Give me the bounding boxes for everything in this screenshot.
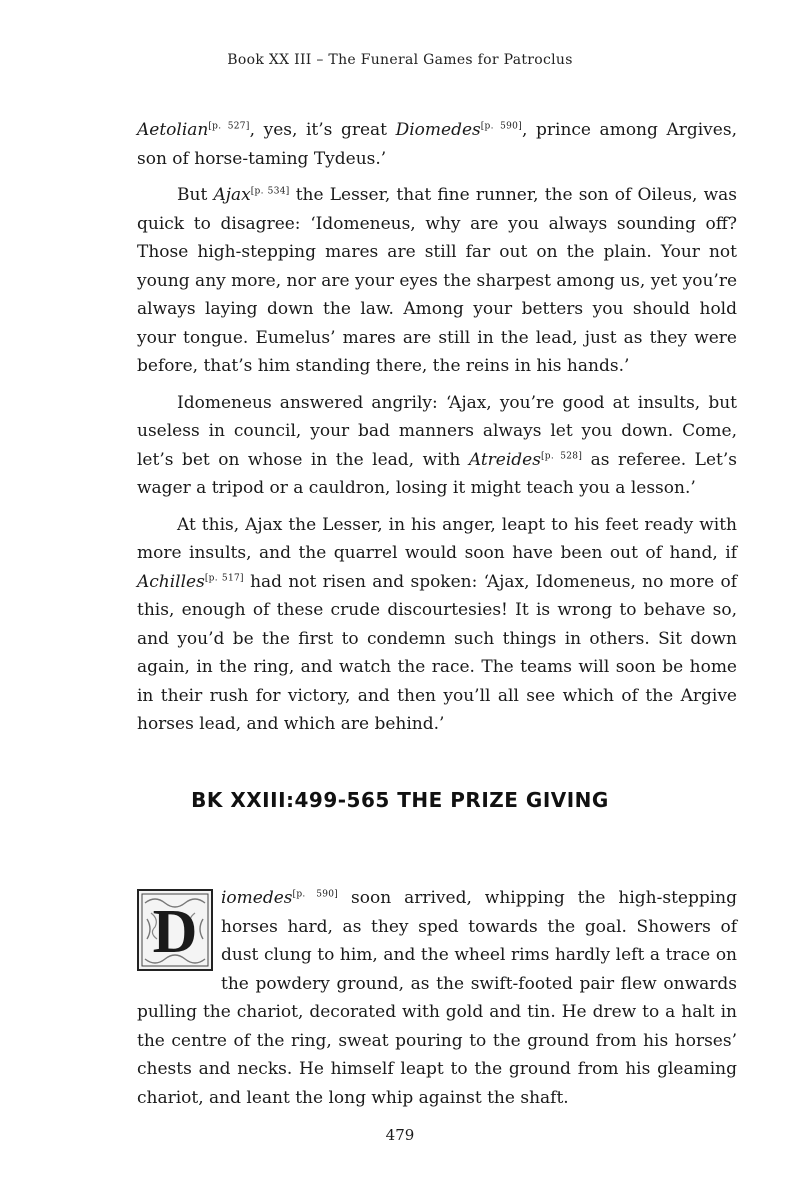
page-ref-link[interactable]: [p. 590] (480, 121, 523, 132)
paragraph-text: had not risen and spoken: ‘Ajax, Idomeneus, no more of this, enough of these crude discourtesies! It is wrong to behave so, and you’d be the first to condemn such things in others. Sit down again, in the ring, and watch the race. The teams will soon be home in their rush for victory, and then you’ll all see which of the Argive horses lead, and which are behind.’ (137, 571, 737, 734)
name-aetolian: Aetolian (137, 120, 209, 140)
drop-cap-letter: D (152, 898, 198, 966)
page-ref-link[interactable]: [p. 534] (250, 186, 290, 197)
paragraph-text: But (177, 185, 214, 205)
paragraph-text: Idomeneus answered angrily: ‘Ajax, you’re good at insults, but useless in council, your bad manners always let you down. Come, let’s bet on whose in the lead, with (137, 392, 737, 470)
page-number: 479 (385, 1126, 415, 1144)
body-text-bottom (137, 884, 737, 1120)
page-ref-link[interactable]: [p. 590] (292, 889, 339, 900)
body-text-top (137, 116, 737, 747)
ornamental-d-icon (137, 889, 213, 971)
paragraph-1 (137, 116, 737, 173)
running-head: Book XX III – The Funeral Games for Patroclus (227, 52, 573, 68)
name-diomedes: iomedes (221, 888, 293, 908)
name-diomedes: Diomedes (395, 120, 481, 140)
drop-cap-ornament (137, 889, 213, 971)
paragraph-text: soon arrived, whipping the high-stepping horses hard, as they sped towards the goal. Showers of dust clung to him, and the wheel rims hardly left a trace on the powdery ground, as the swift-footed pair flew onwards pulling the chariot, decorated with gold and tin. He drew to a halt in the centre of the ring, sweat pouring to the ground from his horses’ chests and necks. He himself leapt to the ground from his gleaming chariot, and leant the long whip against the shaft. (137, 888, 737, 1108)
paragraph-text: , prince among Argives, son of horse-taming Tydeus.’ (137, 120, 737, 169)
page-ref-link[interactable]: [p. 527] (208, 121, 250, 132)
page-ref-link[interactable]: [p. 528] (540, 450, 583, 461)
paragraph-text: as referee. Let’s wager a tripod or a cauldron, losing it might teach you a lesson.’ (137, 449, 737, 498)
paragraph-3 (137, 389, 737, 503)
paragraph-text: , yes, it’s great (249, 120, 396, 140)
page-ref-link[interactable]: [p. 517] (204, 572, 244, 583)
section-heading: BK XXIII:499-565 THE PRIZE GIVING (191, 788, 609, 812)
paragraph-4 (137, 511, 737, 739)
paragraph-5 (137, 884, 737, 1112)
paragraph-text: At this, Ajax the Lesser, in his anger, leapt to his feet ready with more insults, and the quarrel would soon have been out of hand, if (137, 514, 737, 563)
name-ajax: Ajax (213, 185, 251, 205)
name-achilles: Achilles (137, 571, 205, 592)
name-atreides: Atreides (468, 449, 541, 470)
paragraph-2 (137, 181, 737, 381)
paragraph-text: the Lesser, that fine runner, the son of Oileus, was quick to disagree: ‘Idomeneus, why are you always sounding off? Those high-stepping mares are still far out on the plain. Your not young any more, nor are your eyes the sharpest among us, yet you’re always laying down the law. Among your betters you should hold your tongue. Eumelus’ mares are still in the lead, just as they were before, that’s him standing there, the reins in his hands.’ (137, 185, 737, 376)
